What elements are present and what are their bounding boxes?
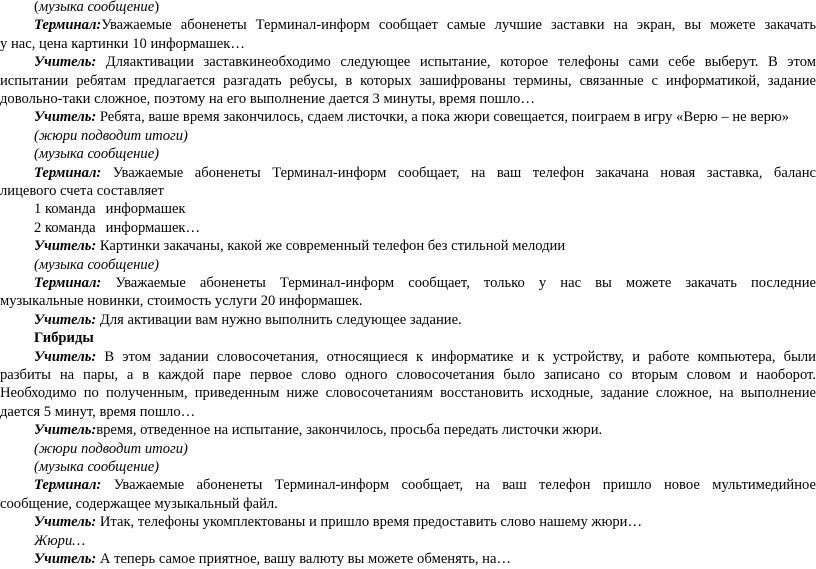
paragraph-line <box>0 53 816 72</box>
paragraph-line <box>0 513 816 532</box>
paragraph-line <box>0 476 816 495</box>
line-text: Уважаемые абоненеты Терминал-информ сообщает, на ваш телефон пришло новое мультимедийное <box>101 477 816 493</box>
line-text: Дляактивации заставкинеобходимо следующее испытание, которое телефоны сами себе выберут. В этом <box>96 54 816 70</box>
line-text: у нас, цена картинки 10 информашек… <box>0 36 245 52</box>
line-text: Ребята, ваше время закончилось, сдаем листочки, а пока жюри совещается, поиграем в игру «Верю – не верю» <box>96 109 790 125</box>
line-text: сообщение, содержащее музыкальный файл. <box>0 496 278 512</box>
line-text: лицевого счета составляет <box>0 183 164 199</box>
open-paren: ( <box>34 0 39 15</box>
close-paren: ) <box>154 0 160 15</box>
team-label: 2 команда <box>34 220 96 236</box>
line-text: музыкальные новинки, стоимость услуги 20 информашек. <box>0 293 363 309</box>
line-text: Итак, телефоны укомплектованы и пришло время предоставить слово нашему жюри… <box>96 514 643 530</box>
stage-direction: Жюри… <box>34 533 86 549</box>
paragraph-line <box>0 237 816 256</box>
score-unit: информашек <box>105 201 186 217</box>
line-text: Для активации вам нужно выполнить следующее задание. <box>96 312 462 328</box>
paragraph-line <box>0 366 816 385</box>
stage-direction: (музыка сообщение) <box>34 257 160 273</box>
speaker-teacher: Учитель: <box>34 349 97 365</box>
score-unit: информашек… <box>105 220 201 236</box>
line-text: довольно-таки сложное, поэтому на его выполнение дается 3 минуты, время пошло… <box>0 91 535 107</box>
paragraph-line <box>0 384 816 403</box>
team-score-row <box>0 219 816 238</box>
speaker-teacher: Учитель: <box>34 312 97 328</box>
speaker-teacher: Учитель: <box>34 551 97 567</box>
section-heading: Гибриды <box>34 330 94 346</box>
line-text: Уважаемые абоненеты Терминал-информ сообщает самые лучшие заставки на экран, вы можете закачать <box>101 17 816 33</box>
line-text: разбиты на пары, а в каждой паре первое слово одного словосочетания было записано со вторым словом и наоборот. <box>0 367 816 383</box>
speaker-terminal: Терминал: <box>34 17 102 33</box>
paragraph-line <box>0 182 816 201</box>
paragraph-line <box>0 311 816 330</box>
paragraph-line <box>0 108 816 127</box>
paragraph-line <box>0 90 816 109</box>
paragraph-line <box>0 348 816 367</box>
paragraph-line <box>0 403 816 422</box>
team-label: 1 команда <box>34 201 96 217</box>
stage-direction: (музыка сообщение) <box>34 146 160 162</box>
line-text: испытании ребятам предлагается разгадать ребусы, в которых зашифрованы термины, связанные с информатикой, задание <box>0 73 816 89</box>
line-text: Необходимо по полученным, приведенным ниже словосочетаниям восстановить исходные, задание сложное, на выполнение <box>0 385 816 401</box>
stage-direction: (жюри подводит итоги) <box>34 441 188 457</box>
line-text: Уважаемые абоненеты Терминал-информ сообщает, только у нас вы можете закачать последние <box>101 275 816 291</box>
line-text: Уважаемые абоненеты Терминал-информ сообщает, на ваш телефон закачана новая заставка, баланс <box>101 165 816 181</box>
paragraph-line <box>0 164 816 183</box>
paragraph-line <box>0 274 816 293</box>
speaker-terminal: Терминал: <box>34 275 102 291</box>
paragraph-line <box>0 292 816 311</box>
stage-direction: (жюри подводит итоги) <box>34 128 188 144</box>
paragraph-line <box>0 72 816 91</box>
speaker-teacher: Учитель: <box>34 422 97 438</box>
paragraph-line <box>0 35 816 54</box>
paragraph-line <box>0 16 816 35</box>
line-text: дается 5 минут, время пошло… <box>0 404 196 420</box>
stage-direction <box>0 0 816 17</box>
line-text: время, отведенное на испытание, закончилось, просьба передать листочки жюри. <box>96 422 603 438</box>
stage-direction: (музыка сообщение) <box>34 459 160 475</box>
paragraph-line <box>0 495 816 514</box>
speaker-terminal: Терминал: <box>34 477 102 493</box>
paragraph-line <box>0 421 816 440</box>
paragraph-line <box>0 550 816 569</box>
speaker-teacher: Учитель: <box>34 109 97 125</box>
line-text: А теперь самое приятное, вашу валюту вы можете обменять, на… <box>96 551 512 567</box>
music-message: музыка сообщение <box>38 0 155 15</box>
line-text: В этом задании словосочетания, относящиеся к информатике и к устройству, и работе компьютера, были <box>96 349 816 365</box>
speaker-teacher: Учитель: <box>34 238 97 254</box>
speaker-teacher: Учитель: <box>34 514 97 530</box>
speaker-teacher: Учитель: <box>34 54 97 70</box>
speaker-terminal: Терминал: <box>34 165 102 181</box>
line-text: Картинки закачаны, какой же современный телефон без стильной мелодии <box>96 238 566 254</box>
team-score-row <box>0 200 816 219</box>
